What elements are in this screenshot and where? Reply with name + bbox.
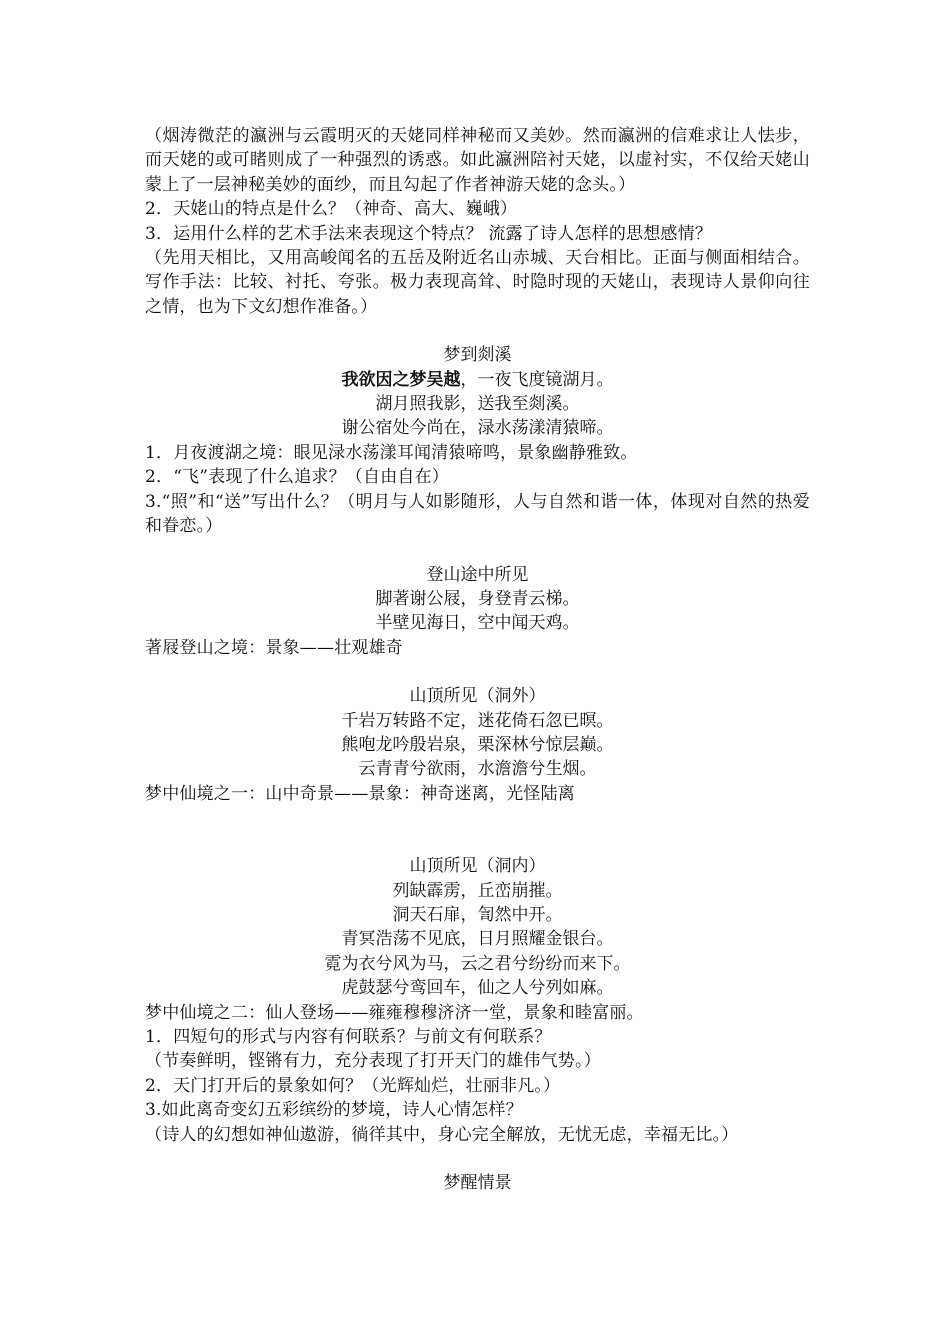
note-item: 梦中仙境之二：仙人登场——雍雍穆穆济济一堂，景象和睦富丽。 (145, 1002, 644, 1023)
answer-item: （诗人的幻想如神仙遨游，徜徉其中，身心完全解放，无忧无虑，幸福无比。） (145, 1124, 739, 1145)
intro-paragraph: （烟涛微茫的瀛洲与云霞明灭的天姥同样神秘而又美妙。然而瀛洲的信难求让人怯步，而天姥的或可睹则成了一种强烈的诱惑。如此瀛洲陪衬天姥，以虚衬实，不仅给天姥山蒙上了一层神秘美妙的面纱，而且勾起了作者神游天姥的念头。） (145, 126, 810, 195)
poem-line: 云青青兮欲雨，水澹澹兮生烟。 (358, 759, 597, 780)
poem-line (145, 368, 810, 392)
poem-line: 虎鼓瑟兮鸾回车，仙之人兮列如麻。 (341, 978, 614, 999)
question-item: 1．四短句的形式与内容有何联系？与前文有何联系？ (145, 1027, 552, 1047)
poem-line: 青冥浩荡不见底，日月照耀金银台。 (341, 929, 614, 950)
note-item: 1．月夜渡湖之境：眼见渌水荡漾耳闻清猿啼鸣，景象幽静雅致。 (145, 442, 638, 463)
note-item: 著屐登山之境：景象——壮观雄奇 (145, 637, 403, 658)
note-item: 3.“照”和“送”写出什么？（明月与人如影随形，人与自然和谐一体，体现对自然的热爱和眷恋。） (145, 491, 810, 537)
poem-line-bold: 我欲因之梦吴越 (341, 369, 461, 390)
section-title-awakening: 梦醒情景 (443, 1173, 512, 1194)
poem-line: 半壁见海日，空中闻天鸡。 (375, 613, 580, 634)
poem-line: 列缺霹雳，丘峦崩摧。 (392, 880, 563, 901)
section-title-inside-cave: 山顶所见（洞内） (409, 856, 546, 877)
answer-3: （先用天相比，又用高峻闻名的五岳及附近名山赤城、天台相比。正面与侧面相结合。写作手法：比较、衬托、夸张。极力表现高耸、时隐时现的天姥山，表现诗人景仰向往之情，也为下文幻想作准备。） (145, 248, 810, 317)
poem-line: 谢公宿处今尚在，渌水荡漾清猿啼。 (341, 418, 614, 439)
section-title-outside-cave: 山顶所见（洞外） (409, 686, 546, 707)
question-item: 2．天门打开后的景象如何？（光辉灿烂，壮丽非凡。） (145, 1075, 561, 1096)
poem-line-rest: ，一夜飞度镜湖月。 (460, 369, 614, 390)
poem-line: 脚著谢公屐，身登青云梯。 (375, 588, 580, 609)
question-2: 2．天姥山的特点是什么？（神奇、高大、巍峨） (145, 199, 518, 220)
poem-line: 熊咆龙吟殷岩泉，栗深林兮惊层巅。 (341, 734, 614, 755)
note-item: 2．“飞”表现了什么追求？（自由自在） (145, 467, 449, 488)
section-title-dream-shanxi: 梦到剡溪 (443, 345, 512, 366)
document-page (145, 124, 810, 1195)
poem-line: 湖月照我影，送我至剡溪。 (375, 394, 580, 415)
poem-line: 霓为衣兮风为马，云之君兮纷纷而来下。 (324, 953, 631, 974)
poem-line: 洞天石扉，訇然中开。 (392, 904, 563, 925)
answer-item: （节奏鲜明，铿锵有力，充分表现了打开天门的雄伟气势。） (145, 1051, 601, 1072)
poem-line: 千岩万转路不定，迷花倚石忽已暝。 (341, 710, 614, 731)
note-item: 梦中仙境之一：山中奇景——景象：神奇迷离，光怪陆离 (145, 783, 575, 804)
section-title-climbing: 登山途中所见 (426, 564, 529, 585)
question-3: 3．运用什么样的艺术手法来表现这个特点？ 流露了诗人怎样的思想感情？ (145, 223, 713, 244)
question-item: 3.如此离奇变幻五彩缤纷的梦境，诗人心情怎样？ (145, 1100, 523, 1121)
